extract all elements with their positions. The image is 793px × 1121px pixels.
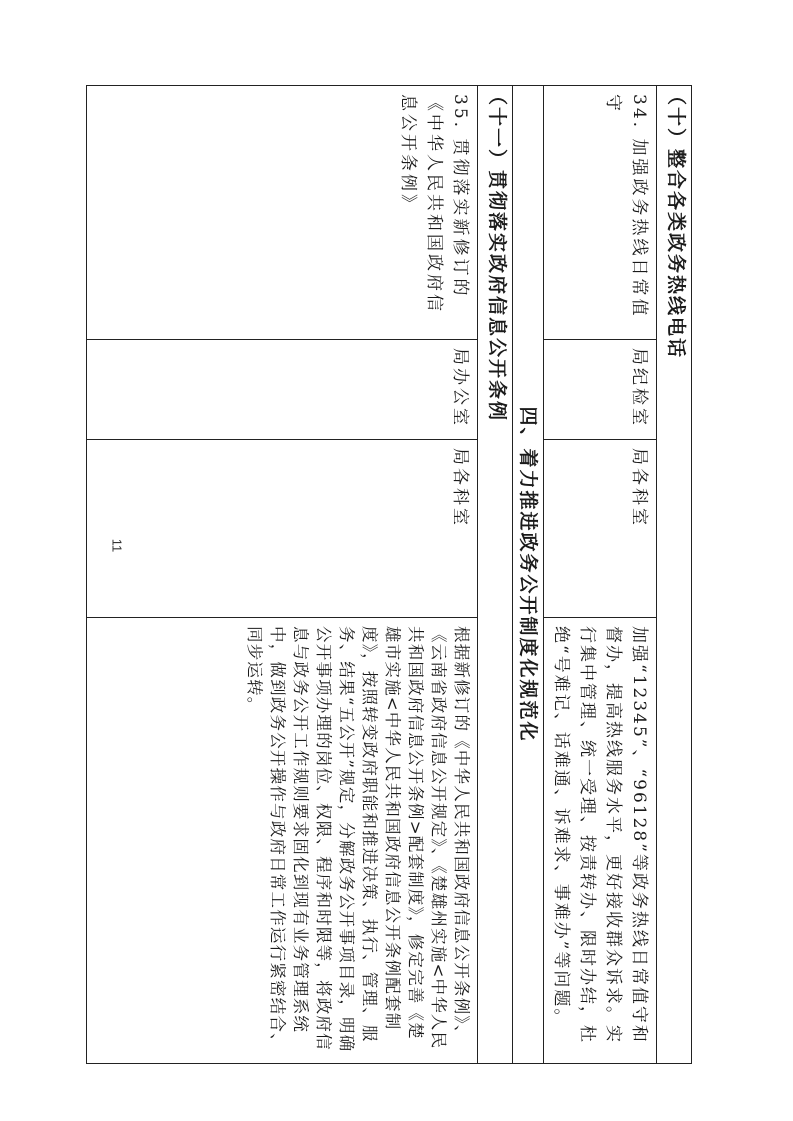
- table-row: [544, 86, 657, 1064]
- rotated-table-stage: [134, 85, 692, 1063]
- table-row: [87, 86, 478, 1064]
- assist-unit-cell: [87, 440, 478, 618]
- content-cell: [87, 618, 478, 1064]
- content-text: 根据新修订的《中华人民共和国政府信息公开条例》、《云南省政府信息公开规定》、《楚雄州实施<中华人民共和国政府信息公开条例>配套制度》，修定完善《楚雄市实施<中华人民共和国政府信息公开条例配套制度》，按照转变政府职能和推进决策、执行、管理、服务、结果“五公开”规定，分解政务公开事项目录，明确公开事项办理的岗位、权限、程序和时限等，将政府信息与政务公开工作规则要求固化到现有业务管理系统中，做到政务公开操作与政府日常工作运行紧密结合、同步运转。: [245, 626, 471, 1053]
- assist-unit-text: 局各科室: [450, 448, 470, 528]
- section-11-title: （十一）贯彻落实政府信息公开条例: [478, 86, 513, 1064]
- lead-unit-text: 局办公室: [450, 348, 470, 428]
- page-number: 11: [109, 538, 125, 553]
- task-text: 34. 加强政务热线日常值守: [603, 94, 649, 319]
- task-cell: [87, 86, 478, 340]
- section-10-title: （十）整合各类政务热线电话: [657, 86, 692, 1064]
- lead-unit-cell: [544, 340, 657, 440]
- lead-unit-cell: [87, 340, 478, 440]
- lead-unit-text: 局纪检室: [629, 348, 649, 428]
- task-table: [86, 85, 692, 1064]
- task-text: 35. 贯彻落实新修订的《中华人民共和国政府信息公开条例》: [398, 94, 470, 314]
- part-4-header-row: [513, 86, 544, 1064]
- assist-unit-text: 局各科室: [629, 448, 649, 528]
- section-10-header-row: [657, 86, 692, 1064]
- task-cell: [544, 86, 657, 340]
- content-text: 加强“12345”、“96128”等政务热线日常值守和督办，提高热线服务水平，更好接收群众诉求。实行集中管理、统一受理、按责转办、限时办结，杜绝“号难记、话难通、诉难求、事难办”等问题。: [551, 626, 649, 1044]
- assist-unit-cell: [544, 440, 657, 618]
- part-4-title: 四、着力推进政务公开制度化规范化: [513, 86, 544, 1064]
- section-11-header-row: [478, 86, 513, 1064]
- content-cell: [544, 618, 657, 1064]
